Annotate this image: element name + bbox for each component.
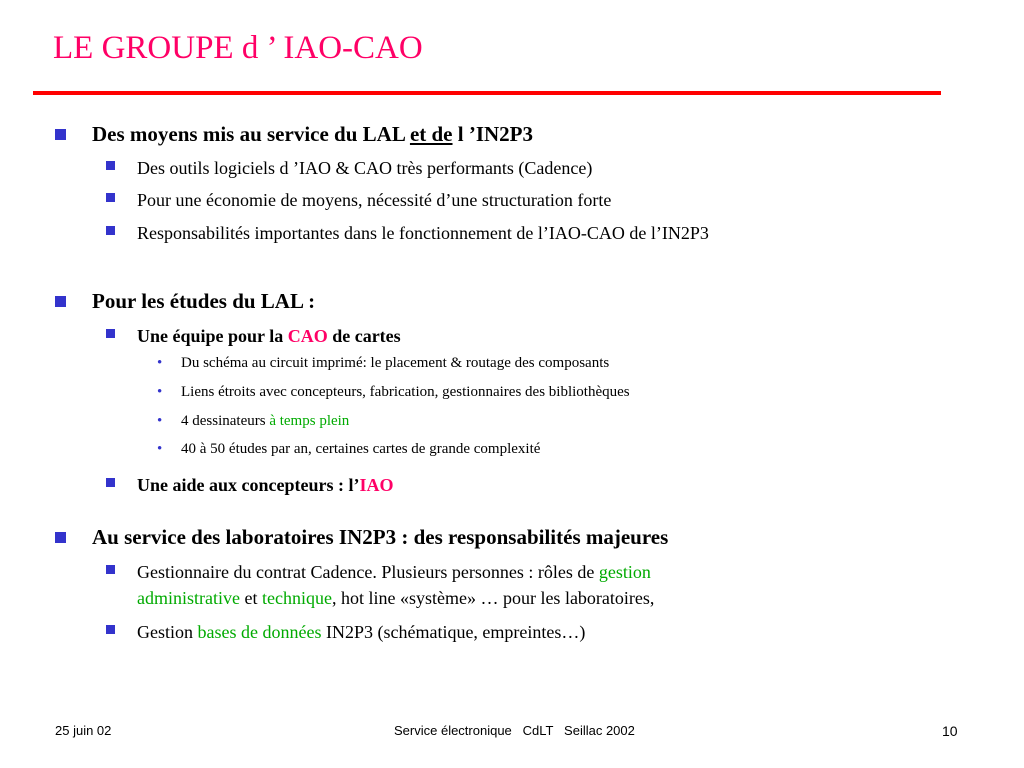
square-bullet-icon xyxy=(106,625,115,634)
dot-bullet-icon: • xyxy=(157,384,163,400)
square-bullet-icon xyxy=(106,226,115,235)
heading-text: Des moyens mis au service du LAL xyxy=(92,122,410,146)
highlight-text: bases de données xyxy=(197,622,322,642)
highlight-text: administrative xyxy=(137,588,240,608)
square-bullet-icon xyxy=(55,532,66,543)
square-bullet-icon xyxy=(106,193,115,202)
text-part: Une équipe pour la xyxy=(137,326,288,346)
sub-list-item-text: 40 à 50 études par an, certaines cartes de grande complexité xyxy=(181,441,541,457)
square-bullet-icon xyxy=(55,129,66,140)
page-number: 10 xyxy=(942,723,958,739)
highlight-text: technique xyxy=(261,588,332,608)
square-bullet-icon xyxy=(106,329,115,338)
list-item-text: Responsabilités importantes dans le fonctionnement de l’IAO-CAO de l’IN2P3 xyxy=(137,223,709,243)
square-bullet-icon xyxy=(106,478,115,487)
highlight-iao: IAO xyxy=(359,475,394,495)
footer-center: Service électronique CdLT Seillac 2002 xyxy=(394,723,635,738)
text-part: 4 dessinateurs xyxy=(181,413,270,429)
square-bullet-icon xyxy=(106,161,115,170)
sub-list-item-text xyxy=(181,413,349,430)
sub-list-item-text: Liens étroits avec concepteurs, fabrication, gestionnaires des bibliothèques xyxy=(181,384,630,400)
list-item-text xyxy=(137,472,394,498)
section-2-heading: Pour les études du LAL : xyxy=(92,289,316,313)
list-item-text xyxy=(137,323,401,349)
text-part: Une aide aux concepteurs : l’ xyxy=(137,475,360,495)
list-item-text xyxy=(137,619,585,645)
section-3-heading: Au service des laboratoires IN2P3 : des responsabilités majeures xyxy=(92,525,669,549)
title-divider xyxy=(33,91,941,95)
dot-bullet-icon: • xyxy=(157,441,163,457)
sub-list-item-text: Du schéma au circuit imprimé: le placement & routage des composants xyxy=(181,355,610,371)
footer-date: 25 juin 02 xyxy=(55,723,112,738)
dot-bullet-icon: • xyxy=(157,413,163,429)
dot-bullet-icon: • xyxy=(157,355,163,371)
square-bullet-icon xyxy=(106,565,115,574)
text-part: Gestion xyxy=(137,622,198,642)
list-item-text: Des outils logiciels d ’IAO & CAO très performants (Cadence) xyxy=(137,158,593,178)
list-item-text: Pour une économie de moyens, nécessité d’une structuration forte xyxy=(137,190,612,210)
list-item-text xyxy=(137,559,654,611)
highlight-text: gestion xyxy=(598,562,651,582)
text-part: Gestionnaire du contrat Cadence. Plusieurs personnes : rôles de xyxy=(137,562,599,582)
square-bullet-icon xyxy=(55,296,66,307)
heading-underlined: et de xyxy=(409,122,453,146)
text-part: et xyxy=(239,588,262,608)
slide-title: LE GROUPE d ’ IAO-CAO xyxy=(53,30,423,66)
text-part: , hot line «système» … pour les laboratoires, xyxy=(331,588,655,608)
section-1-heading xyxy=(92,122,533,147)
text-part: de cartes xyxy=(327,326,401,346)
heading-text-end: l ’IN2P3 xyxy=(452,122,534,146)
text-part: IN2P3 (schématique, empreintes…) xyxy=(321,622,586,642)
highlight-text: à temps plein xyxy=(269,413,350,429)
highlight-cao: CAO xyxy=(287,326,328,346)
